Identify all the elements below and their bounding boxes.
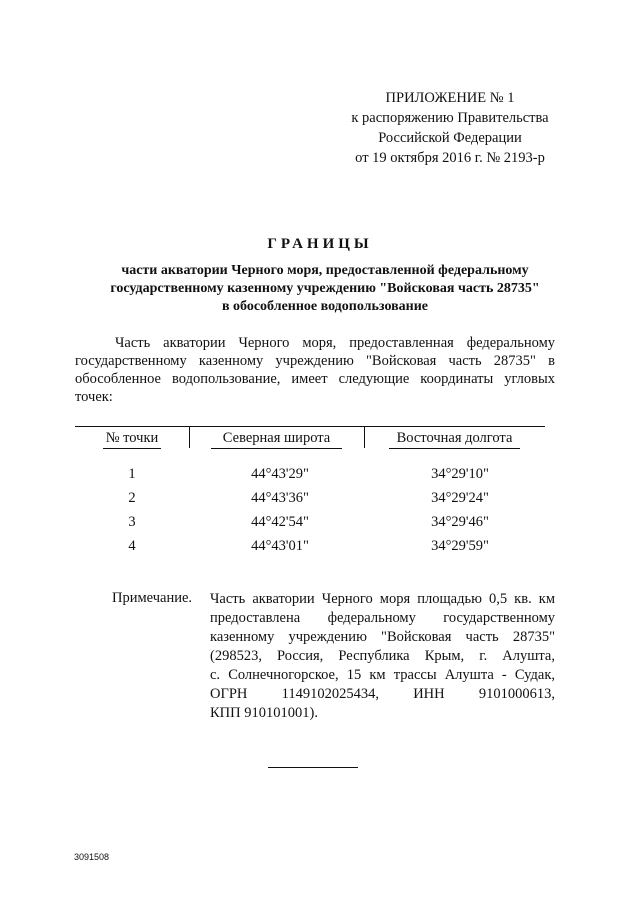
note-line: (298523, Россия, Республика Крым, г. Алушта, — [210, 648, 555, 664]
appendix-government-line: Российской Федерации — [378, 130, 522, 146]
note-line: КПП 910101001). — [210, 705, 318, 721]
table-cell-longitude: 34°29'59" — [431, 538, 489, 554]
note-text — [210, 590, 555, 723]
note-label: Примечание. — [112, 590, 193, 606]
table-header-latitude: Северная широта — [189, 430, 364, 447]
table-cell-point: 4 — [128, 538, 136, 554]
table-cell-longitude: 34°29'24" — [431, 490, 489, 506]
table-cell-longitude: 34°29'10" — [431, 466, 489, 482]
intro-paragraph — [75, 334, 555, 406]
table-cell-latitude: 44°43'36" — [251, 490, 309, 506]
appendix-order-line: к распоряжению Правительства — [351, 110, 549, 126]
subtitle-line: в обособленное водопользование — [221, 299, 429, 314]
subtitle-line: государственному казенному учреждению "Войсковая часть 28735" — [110, 281, 540, 296]
end-divider — [268, 767, 358, 768]
table-cell-point: 3 — [128, 514, 136, 530]
table-cell-latitude: 44°43'29" — [251, 466, 309, 482]
table-top-rule — [75, 426, 545, 427]
document-subtitle — [60, 262, 590, 316]
subtitle-line: части акватории Черного моря, предоставленной федеральному — [121, 263, 529, 278]
document-number: 3091508 — [74, 852, 110, 862]
table-header-longitude: Восточная долгота — [364, 430, 545, 447]
appendix-title: ПРИЛОЖЕНИЕ № 1 — [385, 90, 515, 106]
document-title: ГРАНИЦЫ — [267, 236, 373, 252]
table-cell-latitude: 44°43'01" — [251, 538, 309, 554]
note-line: с. Солнечногорское, 15 км трассы Алушта - Судак, — [210, 667, 555, 683]
note-line: Часть акватории Черного моря площадью 0,5 кв. км — [210, 591, 555, 607]
table-cell-longitude: 34°29'46" — [431, 514, 489, 530]
table-cell-point: 2 — [128, 490, 136, 506]
note-line: казенному учреждению "Войсковая часть 28735" — [210, 629, 555, 645]
intro-text: Часть акватории Черного моря, предоставленная федеральному государственному казенному учреждению "Войсковая часть 28735" в обособленное водопользование, имеет следующие координаты угловых точек: — [75, 335, 555, 405]
table-cell-latitude: 44°42'54" — [251, 514, 309, 530]
table-cell-point: 1 — [128, 466, 136, 482]
table-header-point: № точки — [75, 430, 189, 447]
note-line: ОГРН 1149102025434, ИНН 9101000613, — [210, 686, 555, 702]
appendix-date-line: от 19 октября 2016 г. № 2193-р — [355, 150, 545, 166]
note-line: предоставлена федеральному государственному — [210, 610, 555, 626]
appendix-header — [330, 88, 570, 168]
